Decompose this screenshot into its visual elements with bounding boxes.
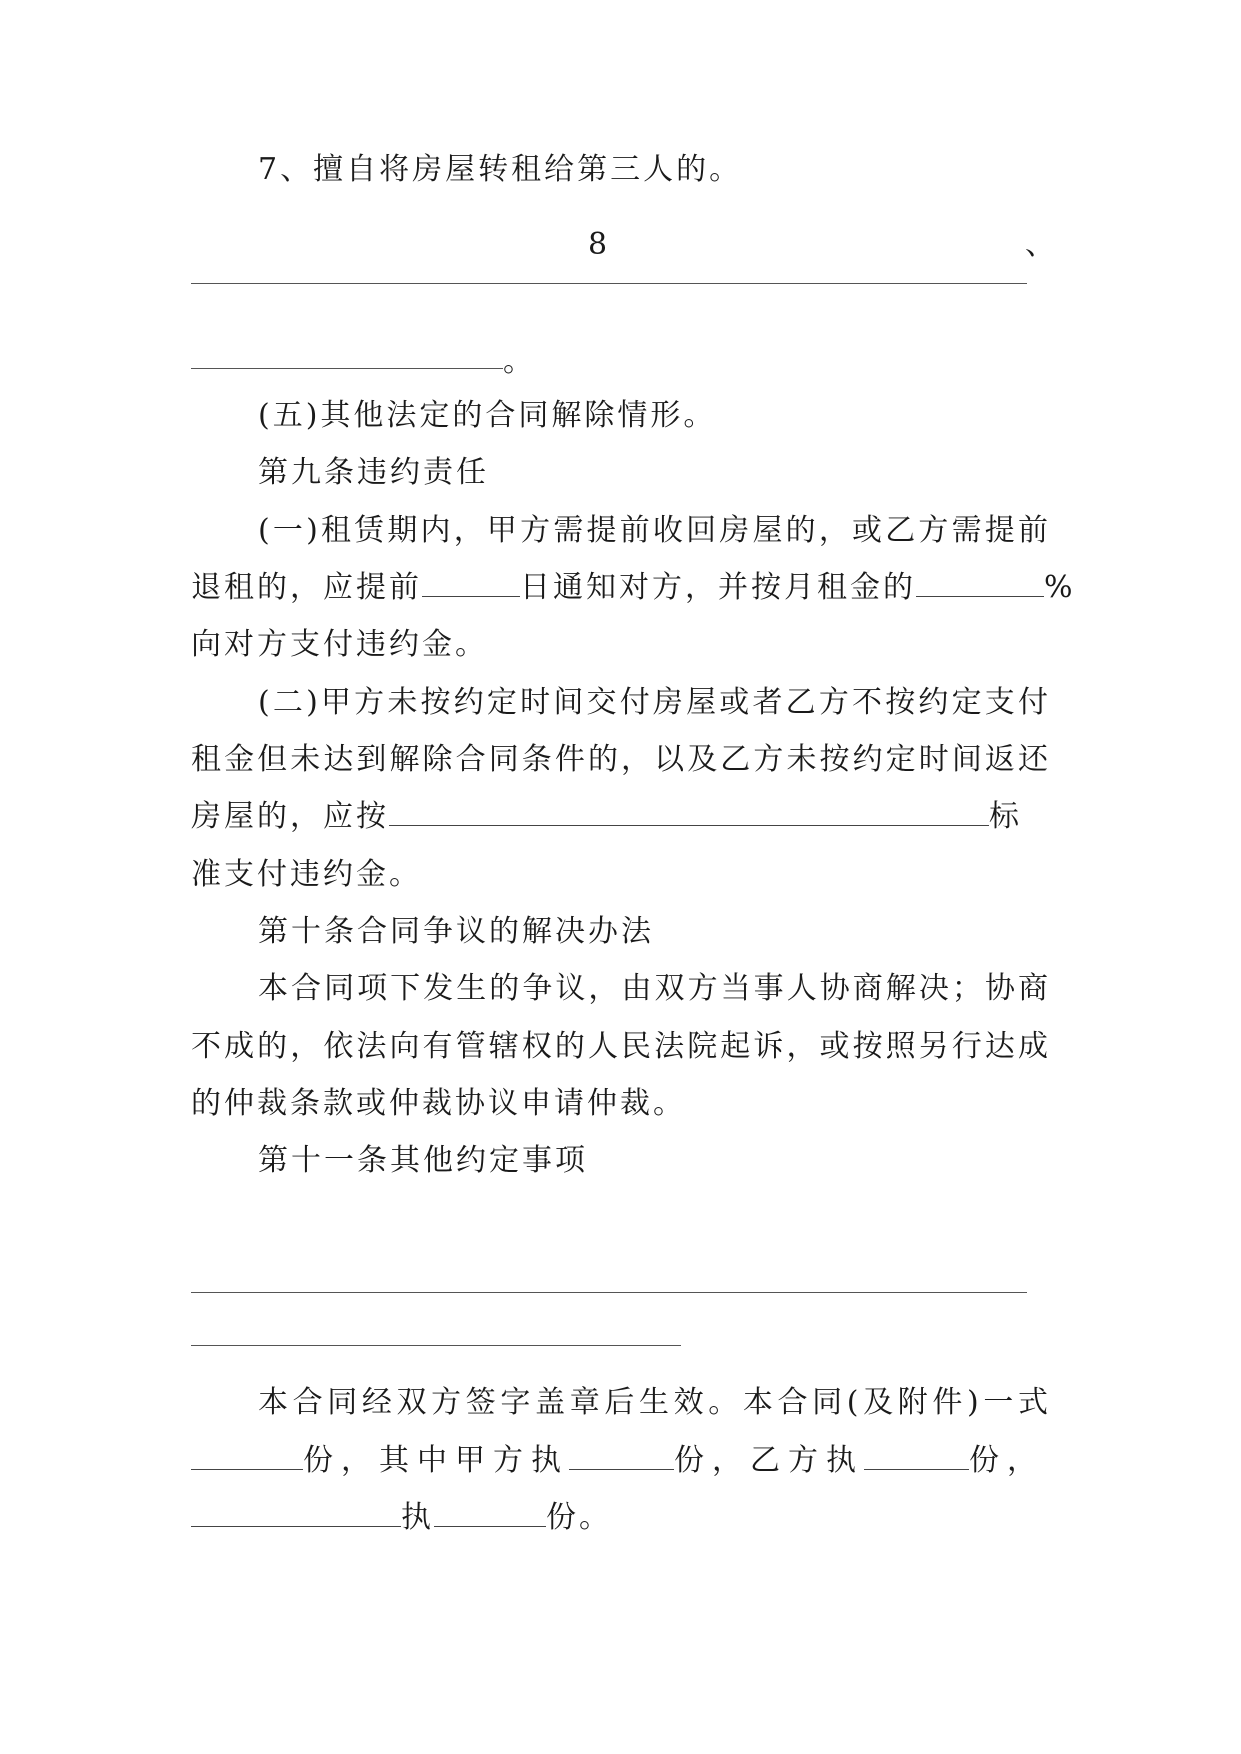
text: 份，其中甲方执 (303, 1443, 569, 1478)
item-7: 7、擅自将房屋转租给第三人的。 (258, 152, 743, 187)
art10-line3: 的仲裁条款或仲裁协议申请仲裁。 (191, 1086, 686, 1121)
blank-field (422, 570, 520, 597)
article-9-title: 第九条违约责任 (258, 455, 489, 490)
article-11-title: 第十一条其他约定事项 (258, 1143, 588, 1178)
blank-field (191, 1500, 401, 1527)
fill-in-line (191, 283, 1027, 284)
art9-p2-line3 (191, 797, 1051, 837)
text: % (1044, 570, 1076, 605)
art10-line1: 本合同项下发生的争议，由双方当事人协商解决；协商 (258, 971, 1051, 1006)
text: 退租的，应提前 (191, 570, 422, 605)
blank-field (389, 799, 989, 826)
fill-in-line (191, 368, 503, 369)
blank-field (864, 1443, 969, 1470)
blank-field (434, 1500, 546, 1527)
art9-p1-line3: 向对方支付违约金。 (191, 627, 488, 662)
text: 标 (989, 799, 1022, 834)
art9-p1-line1: (一)租赁期内，甲方需提前收回房屋的，或乙方需提前 (258, 513, 1051, 548)
art9-p2-line2: 租金但未达到解除合同条件的，以及乙方未按约定时间返还 (191, 742, 1051, 777)
art9-p2-line4: 准支付违约金。 (191, 857, 422, 892)
blank-field (191, 1443, 303, 1470)
blank-field (916, 570, 1044, 597)
art9-p2-line1: (二)甲方未按约定时间交付房屋或者乙方不按约定支付 (258, 685, 1051, 720)
effect-line1: 本合同经双方签字盖章后生效。本合同(及附件)一式 (258, 1385, 1051, 1420)
art9-p1-line2 (191, 568, 1076, 608)
clause-5: (五)其他法定的合同解除情形。 (258, 398, 717, 433)
text: 房屋的，应按 (191, 799, 389, 834)
fill-in-line (191, 1292, 1027, 1293)
item-8-end: 。 (503, 344, 536, 379)
art10-line2: 不成的，依法向有管辖权的人民法院起诉，或按照另行达成 (191, 1029, 1051, 1064)
text: 日通知对方，并按月租金的 (520, 570, 916, 605)
text: 份， (969, 1443, 1045, 1478)
text: 份。 (546, 1500, 612, 1535)
item-8-separator: 、 (1025, 227, 1055, 262)
effect-line2 (191, 1441, 1051, 1481)
fill-in-line (191, 1345, 681, 1346)
text: 份，乙方执 (674, 1443, 864, 1478)
text: 执 (401, 1500, 434, 1535)
article-10-title: 第十条合同争议的解决办法 (258, 914, 654, 949)
item-8-number: 8 (588, 227, 608, 262)
blank-field (569, 1443, 674, 1470)
effect-line3 (191, 1498, 1051, 1538)
